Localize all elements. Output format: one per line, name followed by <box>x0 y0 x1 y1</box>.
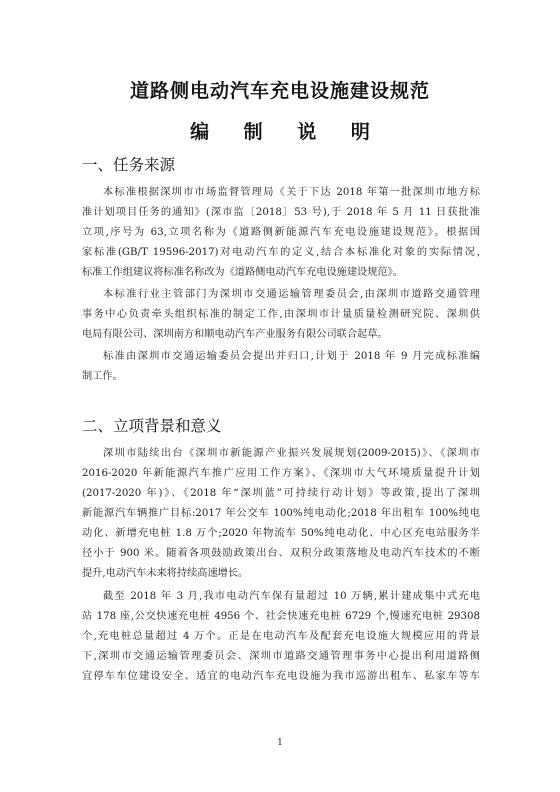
paragraph-line: 立项,序号为 63,立项名称为《道路侧新能源汽车充电设施建设规范》。根据国 <box>82 227 480 238</box>
document-subtitle: 编 制 说 明 <box>190 121 384 143</box>
paragraph-line: 深圳市陆续出台《深圳市新能源产业振兴发展规划(2009-2015)》、《深圳市 <box>103 448 480 459</box>
paragraph-line: 家标准(GB/T 19596-2017)对电动汽车的定义,结合本标准化对象的实际情况, <box>82 247 480 258</box>
paragraph <box>82 285 480 345</box>
paragraph-line: 动化、新增充电桩 1.8 万个;2020 年物流车 50%纯电动化、中心区充电站服务半 <box>82 528 480 539</box>
paragraph <box>82 587 480 687</box>
paragraph-line: 截至 2018 年 3 月,我市电动汽车保有量超过 10 万辆,累计建成集中式充电 <box>103 591 480 602</box>
paragraph-line: 标准工作组建议将标准名称改为《道路侧电动汽车充电设施建设规范》。 <box>82 267 403 278</box>
paragraph <box>82 347 480 387</box>
paragraph-line: 2016-2020 年新能源汽车推广应用工作方案》、《深圳市大气环境质量提升计划 <box>82 468 480 479</box>
paragraph-line: (2017-2020 年)》、《2018 年“深圳蓝”可持续行动计划》等政策,提出了深圳 <box>82 488 480 499</box>
paragraph-line: 个,充电桩总量超过 4 万个。正是在电动汽车及配套充电设施大规模应用的背景 <box>82 631 480 642</box>
paragraph-line: 事务中心负责牵头组织标准的制定工作,由深圳市计量质量检测研究院、深圳供 <box>82 309 480 320</box>
section-heading-background: 二、立项背景和意义 <box>82 417 222 435</box>
section-heading-task-source: 一、任务来源 <box>82 156 176 174</box>
paragraph-line: 径小于 900 米。随着各项鼓励政策出台、双积分政策落地及电动汽车技术的不断 <box>82 548 480 559</box>
paragraph-line: 准计划项目任务的通知》(深市监〔2018〕53 号),于 2018 年 5 月 11 日获批准 <box>82 207 480 218</box>
paragraph-line: 电局有限公司、深圳南方和顺电动汽车产业服务有限公司联合起草。 <box>82 329 388 340</box>
paragraph-line: 宜停车车位建设安全、适宜的电动汽车充电设施为我市巡游出租车、私家车等车 <box>82 671 480 682</box>
paragraph-line: 站 178 座,公交快速充电桩 4956 个、社会快速充电桩 6729 个,慢速充电桩 29308 <box>82 611 480 622</box>
paragraph-line: 本标准根据深圳市市场监督管理局《关于下达 2018 年第一批深圳市地方标 <box>103 187 480 198</box>
document-title: 道路侧电动汽车充电设施建设规范 <box>129 80 430 102</box>
paragraph-line: 本标准行业主管部门为深圳市交通运输管理委员会,由深圳市道路交通管理 <box>103 289 480 300</box>
paragraph <box>82 183 480 283</box>
page-number: 1 <box>277 738 283 748</box>
paragraph-line: 下,深圳市交通运输管理委员会、深圳市道路交通管理事务中心提出利用道路侧 <box>82 651 480 662</box>
paragraph-line: 标准由深圳市交通运输委员会提出并归口,计划于 2018 年 9 月完成标准编 <box>103 351 480 362</box>
paragraph-line: 新能源汽车辆推广目标:2017 年公交车 100%纯电动化;2018 年出租车 100%纯电 <box>82 508 480 519</box>
paragraph-line: 制工作。 <box>82 371 123 382</box>
paragraph-line: 提升,电动汽车未来将持续高速增长。 <box>82 568 249 579</box>
paragraph <box>82 444 480 584</box>
